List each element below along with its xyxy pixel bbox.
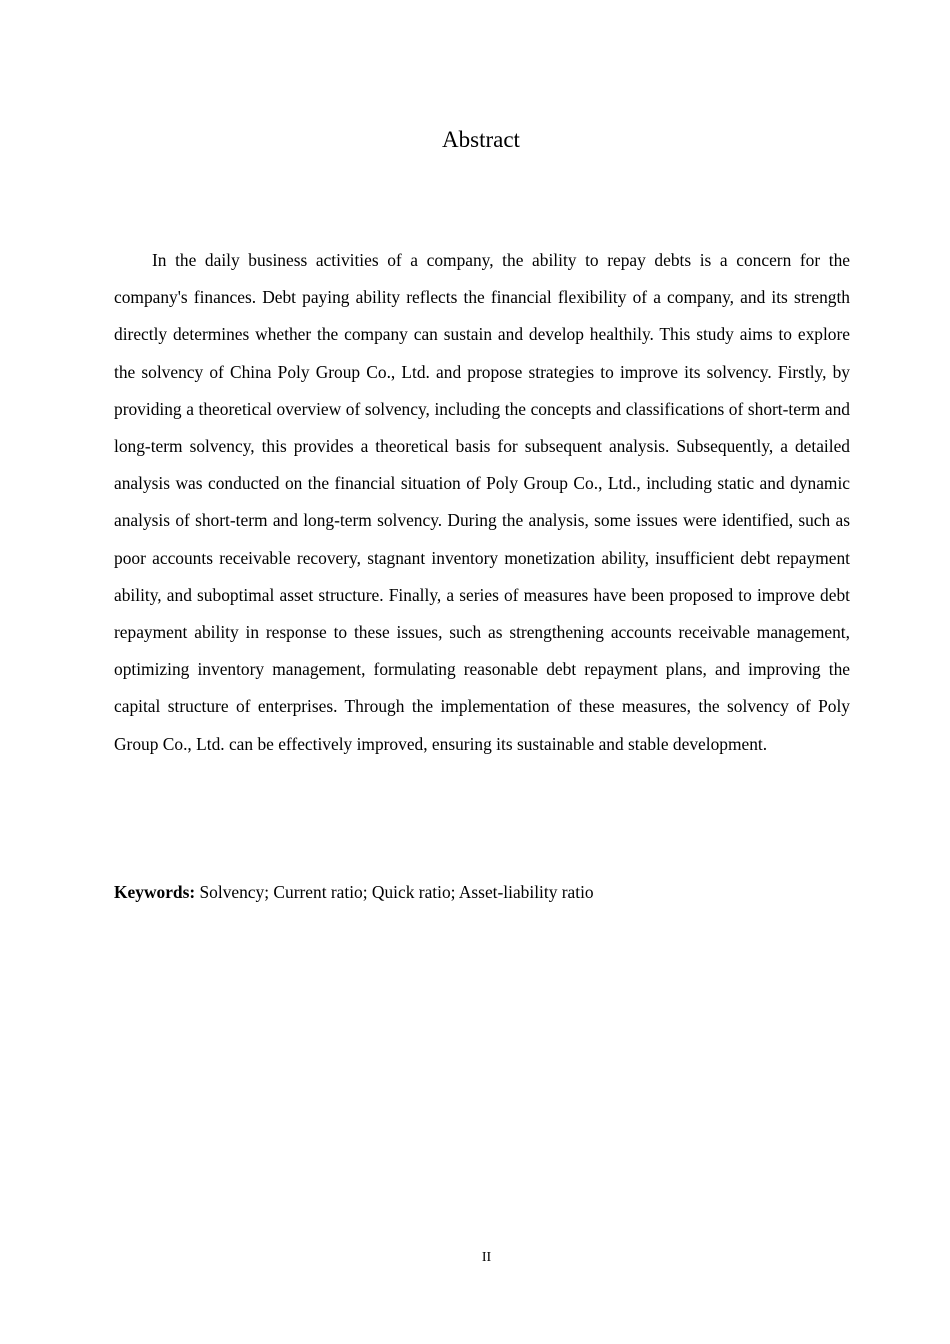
page-number: II [481, 1250, 492, 1265]
keywords-label: Keywords: [114, 882, 196, 902]
keywords-text: Solvency; Current ratio; Quick ratio; Asset-liability ratio [195, 882, 594, 902]
abstract-paragraph: In the daily business activities of a company, the ability to repay debts is a concern for the company's finances. Debt paying ability reflects the financial flexibility of a company, and its strength directly determines whether the company can sustain and develop healthily. This study aims to explore the solvency of China Poly Group Co., Ltd. and propose strategies to improve its solvency. Firstly, by providing a theoretical overview of solvency, including the concepts and classifications of short-term and long-term solvency, this provides a theoretical basis for subsequent analysis. Subsequently, a detailed analysis was conducted on the financial situation of Poly Group Co., Ltd., including static and dynamic analysis of short-term and long-term solvency. During the analysis, some issues were identified, such as poor accounts receivable recovery, stagnant inventory monetization ability, insufficient debt repayment ability, and suboptimal asset structure. Finally, a series of measures have been proposed to improve debt repayment ability in response to these issues, such as strengthening accounts receivable management, optimizing inventory management, formulating reasonable debt repayment plans, and improving the capital structure of enterprises. Through the implementation of these measures, the solvency of Poly Group Co., Ltd. can be effectively improved, ensuring its sustainable and stable development. [114, 250, 850, 754]
keywords-line [114, 876, 850, 908]
abstract-title: Abstract [442, 127, 520, 152]
